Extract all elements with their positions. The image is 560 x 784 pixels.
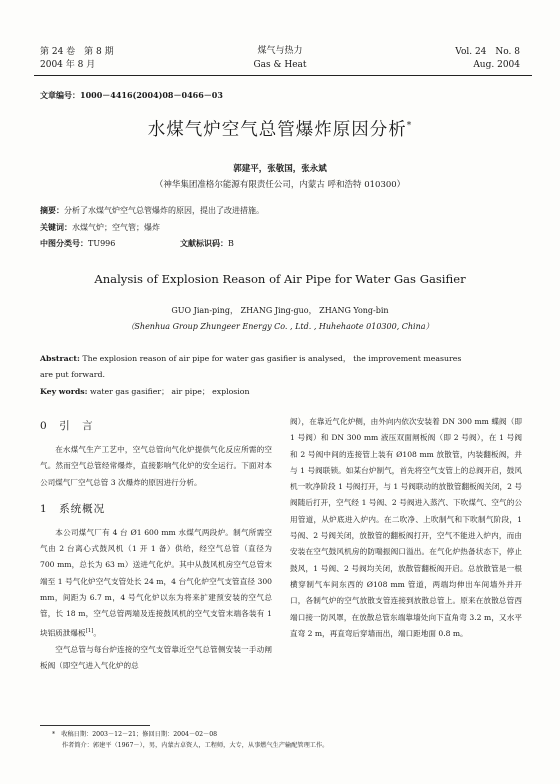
reference-mark: [1]	[85, 627, 94, 634]
abstract-cn-label: 摘要：	[40, 205, 64, 215]
section-1-heading	[40, 497, 272, 521]
issue-date-en: Aug. 2004	[473, 60, 520, 70]
doccode-label: 文献标识码：	[180, 238, 228, 248]
classification	[40, 238, 115, 249]
keywords-cn-label: 关键词：	[40, 222, 72, 232]
right-column	[290, 414, 522, 642]
footnote-received-text: 收稿日期：2003－12－21；修回日期：2004－02－08	[61, 731, 218, 738]
section-1-paragraph-1-text: 本公司煤气厂有 4 台 Ø1 600 mm 水煤气两段炉。制气所需空气由 2 台离心式鼓风机（1 开 1 备）供给，经空气总管（直径为 700 mm，总长为 63 m）送进气化炉。其中从鼓风机房空气总管末端至 1 号气化炉空气支管处长 24 m，4 台气化炉空气支管直径 300 mm，间距为 6.7 m，4 号气化炉以东为将来扩建预安装的空气总管，长 18 m，空气总管两端及连接鼓风机的空气支管末端各装有 1 块铝质泄爆板	[40, 527, 272, 638]
document-code	[180, 238, 234, 249]
volume-issue-en: Vol. 24 No. 8	[455, 47, 520, 57]
authors-en: GUO Jian-ping， ZHANG Jing-guo， ZHANG Yong-bin	[171, 306, 389, 315]
footnote-received	[52, 729, 217, 738]
section-0-title: 引 言	[59, 420, 94, 432]
keywords-en-text: water gas gasifier； air pipe； explosion	[87, 387, 250, 396]
keywords-en	[40, 386, 250, 397]
section-0-number: 0	[40, 420, 48, 432]
keywords-en-label: Key words:	[40, 387, 88, 396]
abstract-en-text: The explosion reason of air pipe for water gas gasifier is analysed， the improvement measures	[79, 354, 462, 363]
abstract-en-line2: are put forward.	[40, 370, 105, 379]
footnote-author: 作者简介：郭建平（1967－），男，内蒙古卓资人，工程师，大专，从事燃气生产输配管理工作。	[62, 742, 329, 749]
section-1-number: 1	[40, 502, 48, 515]
abstract-en-label: Abstract:	[40, 354, 80, 363]
affiliation-cn: （神华集团准格尔能源有限责任公司，内蒙古 呼和浩特 010300）	[154, 180, 406, 190]
abstract-cn	[40, 205, 264, 216]
section-1-paragraph-1-end: 。	[93, 628, 101, 638]
doccode-value: B	[228, 239, 234, 248]
header-rule	[34, 75, 532, 76]
clc-label: 中图分类号：	[40, 238, 88, 248]
article-id: 文章编号：1000－4416(2004)08－0466－03	[40, 90, 223, 100]
title-en: Analysis of Explosion Reason of Air Pipe for Water Gas Gasifier	[94, 272, 466, 286]
section-0-heading	[40, 414, 272, 438]
right-column-paragraph: 阀），在靠近气化炉侧，由外向内依次安装着 DN 300 mm 蝶阀（即 1 号阀）和 DN 300 mm 液压双面闸板阀（即 2 号阀），在 1 号阀和 2 号阀中间的连接管上装有 Ø108 mm 放散管，内装翻板阀，并与 1 号阀联锁。如某台炉制气，首先将空气支管上的总阀开启，鼓风机一吹净阶段 1 号阀打开，与 1 号阀联动的放散管翻板阀关闭，2 号阀随后打开，空气经 1 号阀、2 号阀进入蒸汽、下吹煤气、空气的公用管道，从炉底进入炉内。在二吹净、上吹制气和下吹制气阶段，1 号阀、2 号阀关闭，放散管的翻板阀打开，空气不能进入炉内，而由安装在空气鼓风机房的防喘振阀口溢出。在气化炉热备状态下，停止鼓风，1 号阀、2 号阀均关闭，放散管翻板阀开启。总放散管是一根横穿制气车间东西的 Ø108 mm 管道，两端均伸出车间墙外并开口，各制气炉的空气放散支管连接到放散总管上。原来在放散总管西端口接一防风罩，在放散总管东端靠墙处向下直角弯 3.2 m，又水平直弯 2 m，再直弯后穿墙而出，端口距地面 0.8 m。	[290, 417, 522, 638]
section-1-paragraph-2: 空气总管与每台炉连接的空气支管靠近空气总管侧安装一手动闸板阀（即空气进入气化炉的总	[40, 644, 272, 670]
authors-cn: 郭建平，张敬国，张永斌	[233, 164, 327, 174]
journal-name-en: Gas & Heat	[253, 60, 307, 70]
clc-value: TU996	[88, 239, 116, 248]
issue-date: 2004 年 8 月	[40, 60, 96, 70]
volume-issue: 第 24 卷 第 8 期	[40, 47, 114, 57]
title-cn	[0, 116, 560, 141]
keywords-cn-text: 水煤气炉；空气管；爆炸	[72, 223, 160, 232]
section-1-title: 系统概况	[59, 502, 106, 515]
section-1-paragraph-1	[40, 525, 272, 642]
footnote-rule	[40, 725, 150, 726]
abstract-en-line1	[40, 353, 461, 364]
affiliation-en: （Shenhua Group Zhungeer Energy Co. , Ltd. , Huhehaote 010300, China）	[126, 322, 434, 331]
keywords-cn	[40, 222, 160, 233]
title-cn-text: 水煤气炉空气总管爆炸原因分析	[147, 120, 407, 140]
journal-name-cn: 煤气与热力	[257, 46, 303, 56]
title-footnote-mark: *	[406, 121, 413, 132]
section-0-paragraph: 在水煤气生产工艺中，空气总管向气化炉提供气化反应所需的空气。然而空气总管经常爆炸，直接影响气化炉的安全运行。下面对本公司煤气厂空气总管 3 次爆炸的原因进行分析。	[40, 445, 272, 487]
footnote-mark: *	[52, 731, 56, 738]
left-column	[40, 414, 272, 674]
abstract-cn-text: 分析了水煤气炉空气总管爆炸的原因，提出了改进措施。	[64, 206, 264, 215]
